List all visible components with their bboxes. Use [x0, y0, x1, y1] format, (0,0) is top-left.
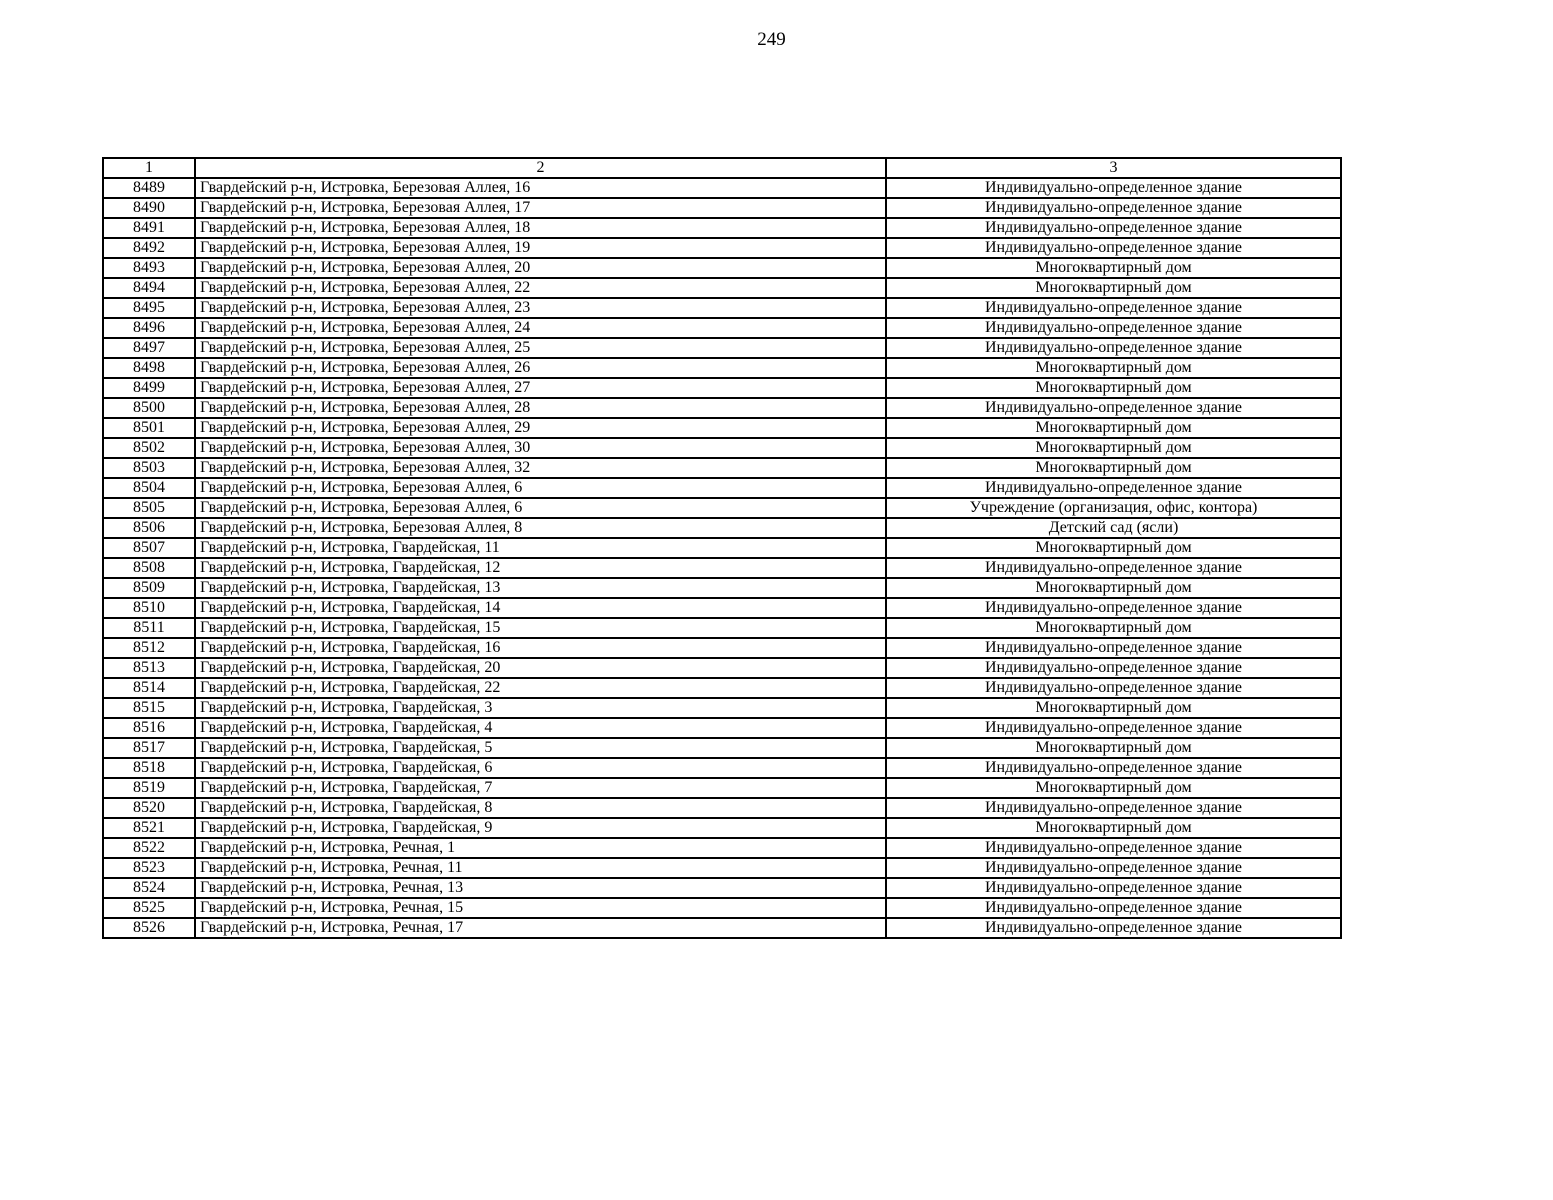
table-row: [103, 378, 1341, 398]
row-number-cell: 8497: [103, 338, 195, 358]
row-number-cell: 8512: [103, 638, 195, 658]
row-number-cell: 8520: [103, 798, 195, 818]
table-row: [103, 278, 1341, 298]
object-type-cell: Индивидуально-определенное здание: [886, 658, 1341, 678]
object-type-cell: Индивидуально-определенное здание: [886, 558, 1341, 578]
address-cell: Гвардейский р-н, Истровка, Речная, 13: [195, 878, 886, 898]
address-cell: Гвардейский р-н, Истровка, Гвардейская, 22: [195, 678, 886, 698]
table-row: [103, 878, 1341, 898]
object-type-cell: Индивидуально-определенное здание: [886, 298, 1341, 318]
column-header-1: 1: [103, 158, 195, 178]
object-type-cell: Индивидуально-определенное здание: [886, 878, 1341, 898]
row-number-cell: 8517: [103, 738, 195, 758]
table-row: [103, 738, 1341, 758]
row-number-cell: 8495: [103, 298, 195, 318]
object-type-cell: Многоквартирный дом: [886, 378, 1341, 398]
table-row: [103, 718, 1341, 738]
table-row: [103, 518, 1341, 538]
object-type-cell: Индивидуально-определенное здание: [886, 718, 1341, 738]
table-row: [103, 498, 1341, 518]
object-type-cell: Индивидуально-определенное здание: [886, 858, 1341, 878]
address-cell: Гвардейский р-н, Истровка, Березовая Аллея, 23: [195, 298, 886, 318]
object-type-cell: Индивидуально-определенное здание: [886, 638, 1341, 658]
row-number-cell: 8498: [103, 358, 195, 378]
address-cell: Гвардейский р-н, Истровка, Речная, 11: [195, 858, 886, 878]
table-row: [103, 438, 1341, 458]
object-type-cell: Многоквартирный дом: [886, 778, 1341, 798]
address-cell: Гвардейский р-н, Истровка, Березовая Аллея, 6: [195, 498, 886, 518]
table-row: [103, 458, 1341, 478]
address-cell: Гвардейский р-н, Истровка, Березовая Аллея, 22: [195, 278, 886, 298]
table-row: [103, 338, 1341, 358]
table-row: [103, 598, 1341, 618]
row-number-cell: 8511: [103, 618, 195, 638]
object-type-cell: Индивидуально-определенное здание: [886, 238, 1341, 258]
table-row: [103, 858, 1341, 878]
table-row: [103, 578, 1341, 598]
row-number-cell: 8518: [103, 758, 195, 778]
address-cell: Гвардейский р-н, Истровка, Гвардейская, 20: [195, 658, 886, 678]
object-type-cell: Многоквартирный дом: [886, 578, 1341, 598]
row-number-cell: 8489: [103, 178, 195, 198]
row-number-cell: 8521: [103, 818, 195, 838]
object-type-cell: Индивидуально-определенное здание: [886, 598, 1341, 618]
row-number-cell: 8492: [103, 238, 195, 258]
object-type-cell: Многоквартирный дом: [886, 438, 1341, 458]
object-type-cell: Многоквартирный дом: [886, 618, 1341, 638]
row-number-cell: 8508: [103, 558, 195, 578]
table-row: [103, 298, 1341, 318]
address-cell: Гвардейский р-н, Истровка, Березовая Аллея, 29: [195, 418, 886, 438]
row-number-cell: 8525: [103, 898, 195, 918]
table-row: [103, 238, 1341, 258]
row-number-cell: 8516: [103, 718, 195, 738]
object-type-cell: Многоквартирный дом: [886, 698, 1341, 718]
row-number-cell: 8507: [103, 538, 195, 558]
address-cell: Гвардейский р-н, Истровка, Березовая Аллея, 25: [195, 338, 886, 358]
address-cell: Гвардейский р-н, Истровка, Березовая Аллея, 17: [195, 198, 886, 218]
address-cell: Гвардейский р-н, Истровка, Березовая Аллея, 24: [195, 318, 886, 338]
registry-table: [102, 157, 1342, 939]
address-cell: Гвардейский р-н, Истровка, Березовая Аллея, 32: [195, 458, 886, 478]
table-row: [103, 838, 1341, 858]
table-row: [103, 698, 1341, 718]
object-type-cell: Индивидуально-определенное здание: [886, 198, 1341, 218]
address-cell: Гвардейский р-н, Истровка, Березовая Аллея, 18: [195, 218, 886, 238]
row-number-cell: 8501: [103, 418, 195, 438]
object-type-cell: Индивидуально-определенное здание: [886, 678, 1341, 698]
table-row: [103, 538, 1341, 558]
row-number-cell: 8514: [103, 678, 195, 698]
object-type-cell: Индивидуально-определенное здание: [886, 318, 1341, 338]
row-number-cell: 8500: [103, 398, 195, 418]
object-type-cell: Индивидуально-определенное здание: [886, 178, 1341, 198]
row-number-cell: 8505: [103, 498, 195, 518]
address-cell: Гвардейский р-н, Истровка, Гвардейская, 11: [195, 538, 886, 558]
table-row: [103, 658, 1341, 678]
table-row: [103, 778, 1341, 798]
object-type-cell: Многоквартирный дом: [886, 258, 1341, 278]
table-row: [103, 398, 1341, 418]
object-type-cell: Индивидуально-определенное здание: [886, 838, 1341, 858]
address-cell: Гвардейский р-н, Истровка, Гвардейская, 15: [195, 618, 886, 638]
table-row: [103, 918, 1341, 938]
column-header-3: 3: [886, 158, 1341, 178]
row-number-cell: 8526: [103, 918, 195, 938]
address-cell: Гвардейский р-н, Истровка, Гвардейская, 4: [195, 718, 886, 738]
address-cell: Гвардейский р-н, Истровка, Березовая Аллея, 26: [195, 358, 886, 378]
object-type-cell: Индивидуально-определенное здание: [886, 918, 1341, 938]
row-number-cell: 8510: [103, 598, 195, 618]
table-row: [103, 318, 1341, 338]
object-type-cell: Многоквартирный дом: [886, 738, 1341, 758]
address-cell: Гвардейский р-н, Истровка, Гвардейская, 6: [195, 758, 886, 778]
table-row: [103, 618, 1341, 638]
address-cell: Гвардейский р-н, Истровка, Речная, 17: [195, 918, 886, 938]
object-type-cell: Индивидуально-определенное здание: [886, 798, 1341, 818]
address-cell: Гвардейский р-н, Истровка, Березовая Аллея, 16: [195, 178, 886, 198]
row-number-cell: 8513: [103, 658, 195, 678]
row-number-cell: 8509: [103, 578, 195, 598]
address-cell: Гвардейский р-н, Истровка, Речная, 1: [195, 838, 886, 858]
object-type-cell: Учреждение (организация, офис, контора): [886, 498, 1341, 518]
object-type-cell: Индивидуально-определенное здание: [886, 478, 1341, 498]
table-row: [103, 638, 1341, 658]
table-row: [103, 798, 1341, 818]
row-number-cell: 8502: [103, 438, 195, 458]
row-number-cell: 8494: [103, 278, 195, 298]
address-cell: Гвардейский р-н, Истровка, Березовая Аллея, 6: [195, 478, 886, 498]
address-cell: Гвардейский р-н, Истровка, Гвардейская, 7: [195, 778, 886, 798]
table-row: [103, 818, 1341, 838]
address-cell: Гвардейский р-н, Истровка, Гвардейская, 3: [195, 698, 886, 718]
table-row: [103, 898, 1341, 918]
object-type-cell: Многоквартирный дом: [886, 418, 1341, 438]
address-cell: Гвардейский р-н, Истровка, Гвардейская, 9: [195, 818, 886, 838]
object-type-cell: Индивидуально-определенное здание: [886, 758, 1341, 778]
address-cell: Гвардейский р-н, Истровка, Березовая Аллея, 30: [195, 438, 886, 458]
object-type-cell: Индивидуально-определенное здание: [886, 218, 1341, 238]
address-cell: Гвардейский р-н, Истровка, Гвардейская, 16: [195, 638, 886, 658]
address-cell: Гвардейский р-н, Истровка, Березовая Аллея, 27: [195, 378, 886, 398]
address-cell: Гвардейский р-н, Истровка, Гвардейская, 14: [195, 598, 886, 618]
row-number-cell: 8504: [103, 478, 195, 498]
object-type-cell: Индивидуально-определенное здание: [886, 898, 1341, 918]
object-type-cell: Детский сад (ясли): [886, 518, 1341, 538]
address-cell: Гвардейский р-н, Истровка, Березовая Аллея, 20: [195, 258, 886, 278]
table-row: [103, 258, 1341, 278]
table-row: [103, 198, 1341, 218]
table-row: [103, 418, 1341, 438]
row-number-cell: 8491: [103, 218, 195, 238]
object-type-cell: Многоквартирный дом: [886, 538, 1341, 558]
table-row: [103, 178, 1341, 198]
address-cell: Гвардейский р-н, Истровка, Березовая Аллея, 8: [195, 518, 886, 538]
address-cell: Гвардейский р-н, Истровка, Гвардейская, 13: [195, 578, 886, 598]
table-row: [103, 358, 1341, 378]
object-type-cell: Индивидуально-определенное здание: [886, 398, 1341, 418]
row-number-cell: 8490: [103, 198, 195, 218]
table-row: [103, 558, 1341, 578]
address-cell: Гвардейский р-н, Истровка, Березовая Аллея, 28: [195, 398, 886, 418]
object-type-cell: Многоквартирный дом: [886, 278, 1341, 298]
table-row: [103, 758, 1341, 778]
row-number-cell: 8524: [103, 878, 195, 898]
row-number-cell: 8503: [103, 458, 195, 478]
object-type-cell: Многоквартирный дом: [886, 458, 1341, 478]
table-body: [103, 178, 1341, 938]
address-cell: Гвардейский р-н, Истровка, Гвардейская, 12: [195, 558, 886, 578]
table-row: [103, 478, 1341, 498]
address-cell: Гвардейский р-н, Истровка, Гвардейская, 5: [195, 738, 886, 758]
object-type-cell: Многоквартирный дом: [886, 818, 1341, 838]
object-type-cell: Многоквартирный дом: [886, 358, 1341, 378]
table-row: [103, 678, 1341, 698]
row-number-cell: 8523: [103, 858, 195, 878]
object-type-cell: Индивидуально-определенное здание: [886, 338, 1341, 358]
address-cell: Гвардейский р-н, Истровка, Березовая Аллея, 19: [195, 238, 886, 258]
column-header-2: 2: [195, 158, 886, 178]
row-number-cell: 8522: [103, 838, 195, 858]
row-number-cell: 8499: [103, 378, 195, 398]
row-number-cell: 8496: [103, 318, 195, 338]
row-number-cell: 8519: [103, 778, 195, 798]
page-number: 249: [757, 29, 786, 50]
table-row: [103, 218, 1341, 238]
table-header-row: [103, 158, 1341, 178]
row-number-cell: 8493: [103, 258, 195, 278]
row-number-cell: 8506: [103, 518, 195, 538]
address-cell: Гвардейский р-н, Истровка, Речная, 15: [195, 898, 886, 918]
row-number-cell: 8515: [103, 698, 195, 718]
address-cell: Гвардейский р-н, Истровка, Гвардейская, 8: [195, 798, 886, 818]
